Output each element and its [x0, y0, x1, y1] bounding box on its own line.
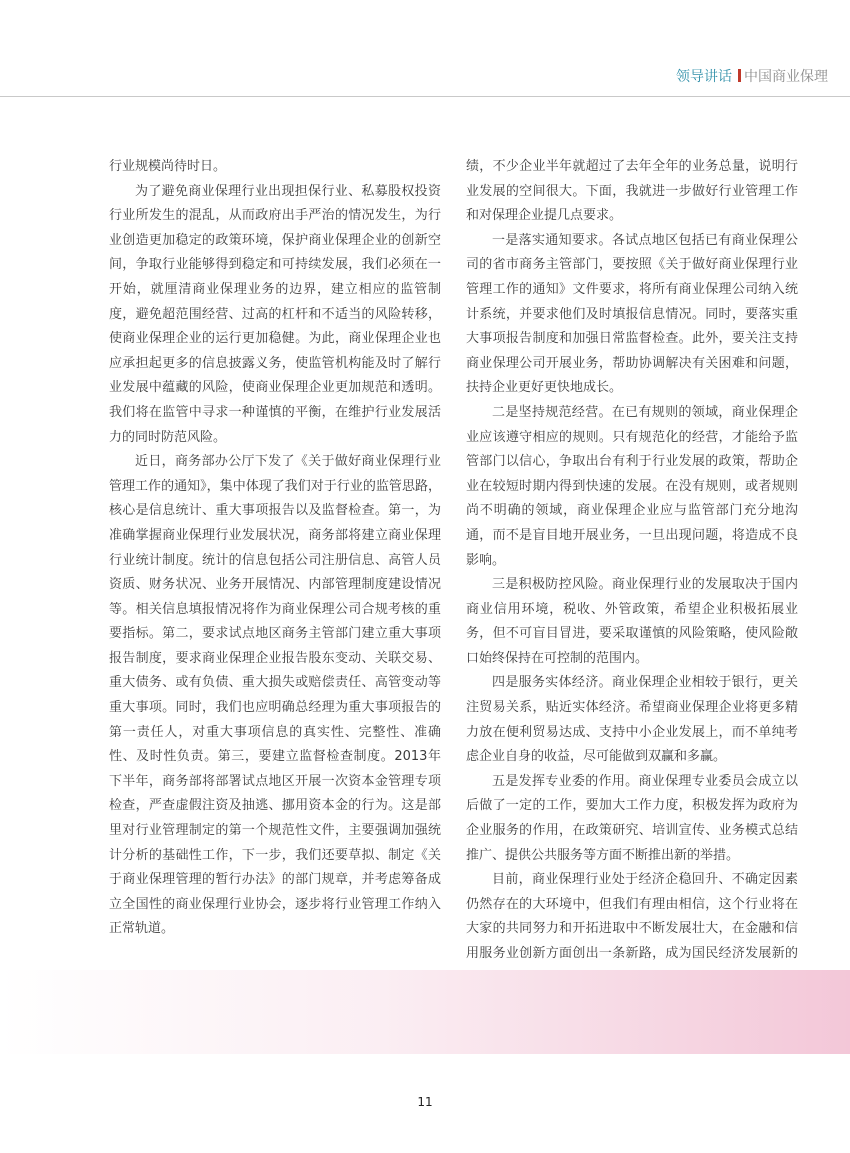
page-number: 11 [417, 1095, 433, 1109]
paragraph: 三是积极防控风险。商业保理行业的发展取决于国内商业信用环境，税收、外管政策，希望企业积极拓展业务，但不可盲目冒进，要采取谨慎的风险策略，使风险敞口始终保持在可控制的范围内。 [466, 577, 798, 666]
paragraph: 目前，商业保理行业处于经济企稳回升、不确定因素仍然存在的大环境中，但我们有理由相信，这个行业将在大家的共同努力和开拓进取中不断发展壮大，在金融和信用服务业创新方面创出一条新路，成为国民经济发展新的 [466, 872, 798, 961]
paragraph: 近日，商务部办公厅下发了《关于做好商业保理行业管理工作的通知》，集中体现了我们对于行业的监管思路，核心是信息统计、重大事项报告以及监督检查。第一，为准确掌握商业保理行业发展状况，商务部将建立商业保理行业统计制度。统计的信息包括公司注册信息、高管人员资质、财务状况、业务开展情况、内部管理制度建设情况等。相关信息填报情况将作为商业保理公司合规考核的重要指标。第二，要求试点地区商务主管部门建立重大事项报告制度，要求商业保理企业报告股东变动、关联交易、重大债务、或有负债、重大损失或赔偿责任、高管变动等重大事项。同时，我们也应明确总经理为重大事项报告的第一责任人，对重大事项信息的真实性、完整性、准确性、及时性负责。第三，要建立监督检查制度。2013年下半年，商务部将部署试点地区开展一次资本金管理专项检查，严查虚假注资及抽逃、挪用资本金的行为。这是部里对行业管理制定的第一个规范性文件，主要强调加强统计分析的基础性工作，下一步，我们还要草拟、制定《关于商业保理管理的暂行办法》的部门规章，并考虑筹备成立全国性的商业保理行业协会，逐步将行业管理工作纳入正常轨道。 [109, 454, 441, 937]
paragraph: 四是服务实体经济。商业保理企业相较于银行，更关注贸易关系，贴近实体经济。希望商业保理企业将更多精力放在便利贸易达成、支持中小企业发展上，而不单纯考虑企业自身的收益，尽可能做到双赢和多赢。 [466, 675, 798, 765]
left-column [109, 155, 441, 1020]
page-header [0, 0, 850, 97]
magazine-name: 中国商业保理 [744, 69, 828, 85]
paragraph: 五是发挥专业委的作用。商业保理专业委员会成立以后做了一定的工作，要加大工作力度，积极发挥为政府为企业服务的作用，在政策研究、培训宣传、业务模式总结推广、提供公共服务等方面不断推出新的举措。 [466, 773, 798, 863]
decorative-gradient-band [0, 970, 850, 1054]
paragraph: 行业规模尚待时日。 [109, 159, 227, 174]
paragraph: 二是坚持规范经营。在已有规则的领域，商业保理企业应该遵守相应的规则。只有规范化的经营，才能给予监管部门以信心，争取出台有利于行业发展的政策，帮助企业在较短时期内得到快速的发展。在没有规则，或者规则尚不明确的领域，商业保理企业应与监管部门充分地沟通，而不是盲目地开展业务，一旦出现问题，将造成不良影响。 [466, 404, 798, 568]
right-column [466, 155, 798, 1016]
paragraph: 绩，不少企业半年就超过了去年全年的业务总量，说明行业发展的空间很大。下面，我就进一步做好行业管理工作和对保理企业提几点要求。 [466, 159, 798, 224]
paragraph: 为了避免商业保理行业出现担保行业、私募股权投资行业所发生的混乱，从而政府出手严治的情况发生，为行业创造更加稳定的政策环境，保护商业保理企业的创新空间，争取行业能够得到稳定和可持续发展，我们必须在一开始，就厘清商业保理业务的边界，建立相应的监管制度，避免超范围经营、过高的杠杆和不适当的风险转移，使商业保理企业的运行更加稳健。为此，商业保理企业也应承担起更多的信息披露义务，使监管机构能及时了解行业发展中蕴藏的风险，使商业保理企业更加规范和透明。我们将在监管中寻求一种谨慎的平衡，在维护行业发展活力的同时防范风险。 [109, 183, 441, 445]
running-head [676, 66, 828, 86]
header-divider-bar [738, 69, 741, 82]
paragraph: 一是落实通知要求。各试点地区包括已有商业保理公司的省市商务主管部门，要按照《关于做好商业保理行业管理工作的通知》文件要求，将所有商业保理公司纳入统计系统，并要求他们及时填报信息情况。同时，要落实重大事项报告制度和加强日常监督检查。此外，要关注支持商业保理公司开展业务，帮助协调解决有关困难和问题，扶持企业更好更快地成长。 [466, 232, 798, 396]
section-label: 领导讲话 [676, 69, 732, 85]
